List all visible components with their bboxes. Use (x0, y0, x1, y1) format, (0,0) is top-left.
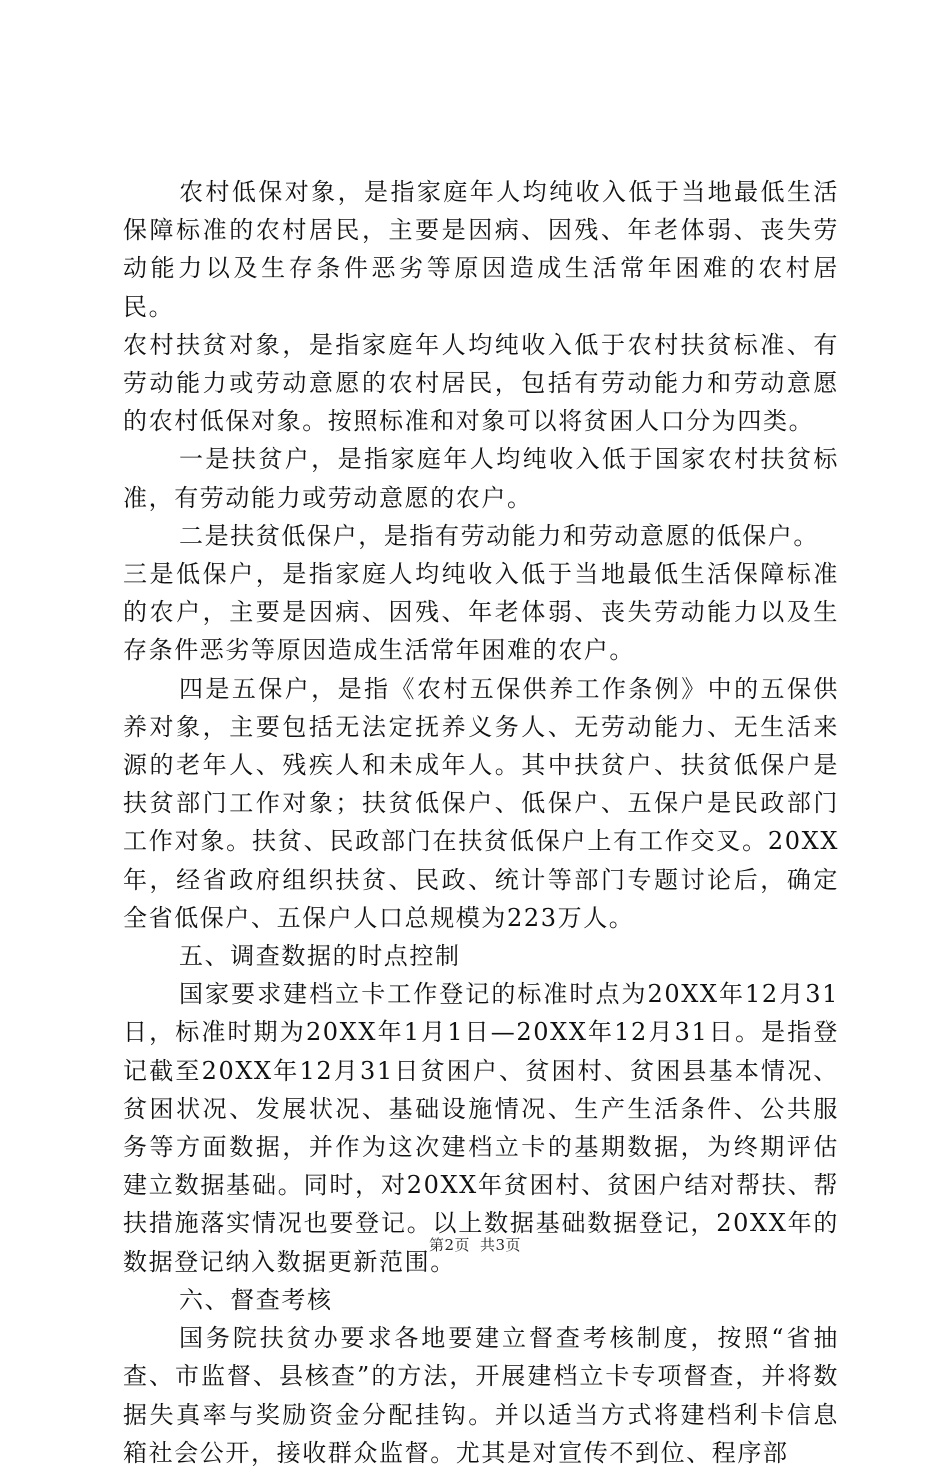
page-total: 共3页 (480, 1236, 522, 1254)
paragraph-category-two: 二是扶贫低保户，是指有劳动能力和劳动意愿的低保户。 (179, 521, 819, 550)
section-heading-five: 五、调查数据的时点控制 (179, 942, 461, 971)
document-body (123, 173, 839, 1472)
paragraph-time-control: 国家要求建档立卡工作登记的标准时点为20XX年12月31日，标准时期为20XX年1月1日—20XX年12月31日。是指登记截至20XX年12月31日贫困户、贫困村、贫困县基本情况、贫困状况、发展状况、基础设施情况、生产生活条件、公共服务等方面数据，并作为这次建档立卡的基期数据，为终期评估建立数据基础。同时，对20XX年贫困村、贫困户结对帮扶、帮扶措施落实情况也要登记。以上数据基础数据登记，20XX年的数据登记纳入数据更新范围。 (123, 980, 839, 1276)
paragraph-category-one: 一是扶贫户，是指家庭年人均纯收入低于国家农村扶贫标准，有劳动能力或劳动意愿的农户。 (123, 445, 839, 512)
paragraph-rural-subsistence: 农村低保对象，是指家庭年人均纯收入低于当地最低生活保障标准的农村居民，主要是因病、因残、年老体弱、丧失劳动能力以及生存条件恶劣等原因造成生活常年困难的农村居民。 (123, 178, 839, 321)
page-number: 第2页 (428, 1236, 470, 1254)
paragraph-supervision: 国务院扶贫办要求各地要建立督查考核制度，按照“省抽查、市监督、县核查”的方法，开展建档立卡专项督查，并将数据失真率与奖励资金分配挂钩。并以适当方式将建档利卡信息箱社会公开，接收群众监督。尤其是对宣传不到位、程序部 (123, 1324, 839, 1467)
paragraph-rural-poverty-target: 农村扶贫对象，是指家庭年人均纯收入低于农村扶贫标准、有劳动能力或劳动意愿的农村居民，包括有劳动能力和劳动意愿的农村低保对象。按照标准和对象可以将贫困人口分为四类。 (123, 330, 839, 436)
section-heading-six: 六、督查考核 (179, 1285, 333, 1314)
page-footer (0, 1234, 950, 1255)
paragraph-category-three: 三是低保户，是指家庭人均纯收入低于当地最低生活保障标准的农户，主要是因病、因残、年老体弱、丧失劳动能力以及生存条件恶劣等原因造成生活常年困难的农户。 (123, 560, 839, 665)
paragraph-category-four: 四是五保户，是指《农村五保供养工作条例》中的五保供养对象，主要包括无法定抚养义务人、无劳动能力、无生活来源的老年人、残疾人和未成年人。其中扶贫户、扶贫低保户是扶贫部门工作对象；扶贫低保户、低保户、五保户是民政部门工作对象。扶贫、民政部门在扶贫低保户上有工作交叉。20XX年，经省政府组织扶贫、民政、统计等部门专题讨论后，确定全省低保户、五保户人口总规模为223万人。 (123, 674, 839, 932)
